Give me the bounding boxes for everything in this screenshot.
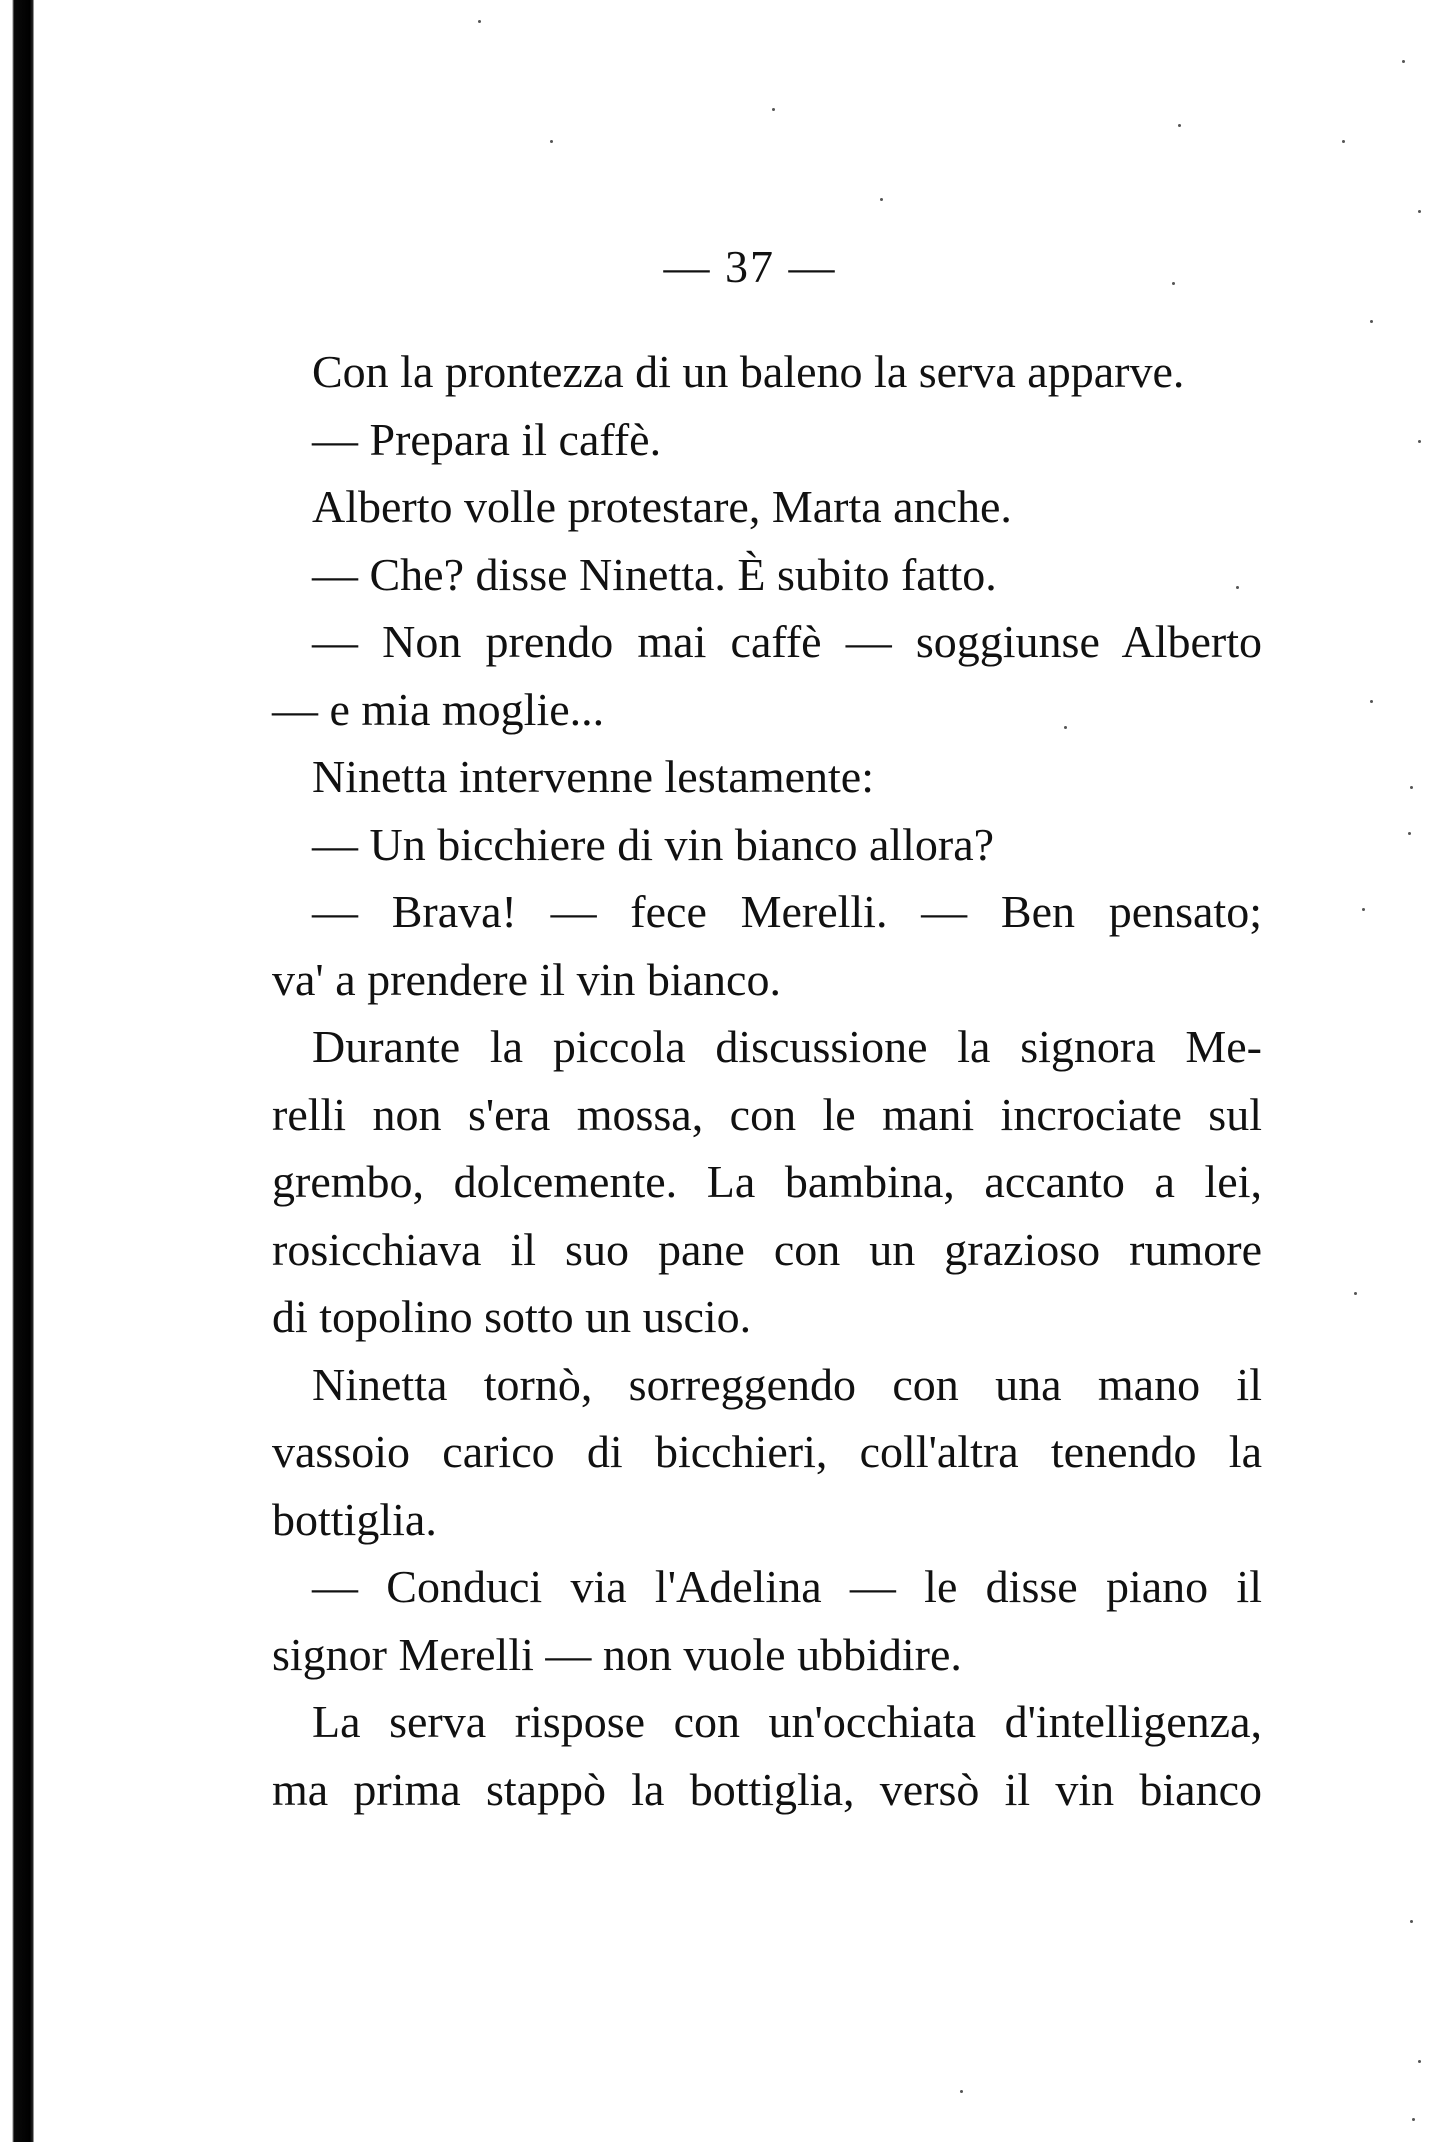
text-line: relli non s'era mossa, con le mani incrociate sul xyxy=(272,1088,1262,1140)
text-line: ma prima stappò la bottiglia, versò il vin bianco xyxy=(272,1763,1262,1815)
text-line: Alberto volle protestare, Marta anche. xyxy=(312,481,1012,532)
scan-speck xyxy=(550,140,553,143)
scan-speck xyxy=(1402,60,1405,63)
text-line: va' a prendere il vin bianco. xyxy=(272,953,781,1005)
scan-speck xyxy=(772,108,775,111)
scan-speck xyxy=(1064,726,1067,729)
scan-speck xyxy=(1370,320,1373,323)
scan-speck xyxy=(1178,124,1181,127)
scan-speck xyxy=(1370,700,1373,703)
text-line: signor Merelli — non vuole ubbidire. xyxy=(272,1628,962,1680)
scan-speck xyxy=(880,198,883,201)
scan-speck xyxy=(1354,1292,1357,1295)
text-line: Durante la piccola discussione la signora Me- xyxy=(312,1021,1262,1072)
text-line: bottiglia. xyxy=(272,1493,437,1545)
scan-speck xyxy=(1412,2118,1415,2121)
text-line: — Un bicchiere di vin bianco allora? xyxy=(312,818,995,870)
scan-speck xyxy=(1342,140,1345,143)
text-line: grembo, dolcemente. La bambina, accanto a lei, xyxy=(272,1156,1262,1207)
text-line: di topolino sotto un uscio. xyxy=(272,1291,752,1342)
text-line: vassoio carico di bicchieri, coll'altra tenendo la xyxy=(272,1426,1262,1477)
text-line: — Brava! — fece Merelli. — Ben pensato; xyxy=(312,886,1262,937)
scan-speck xyxy=(1236,586,1239,589)
text-line: Ninetta tornò, sorreggendo con una mano il xyxy=(312,1358,1262,1410)
text-line: rosicchiava il suo pane con un grazioso rumore xyxy=(272,1223,1262,1275)
text-line: Ninetta intervenne lestamente: xyxy=(312,751,874,802)
text-line: — Conduci via l'Adelina — le disse piano il xyxy=(312,1561,1262,1612)
body-text xyxy=(272,338,1262,1823)
scan-speck xyxy=(960,2090,963,2093)
scan-speck xyxy=(1408,832,1411,835)
text-line: — Prepara il caffè. xyxy=(312,413,662,465)
scan-speck xyxy=(1418,440,1421,443)
text-line: — Non prendo mai caffè — soggiunse Alberto xyxy=(312,616,1262,667)
scan-speck xyxy=(1410,786,1413,789)
scan-speck xyxy=(1418,210,1421,213)
text-line: Con la prontezza di un baleno la serva apparve. xyxy=(312,346,1185,397)
binding-edge xyxy=(0,0,34,2142)
scan-speck xyxy=(1410,1920,1413,1923)
scan-speck xyxy=(478,20,481,23)
scan-speck xyxy=(1172,282,1175,285)
page-number: — 37 — xyxy=(663,241,837,292)
scan-speck xyxy=(1418,2060,1421,2063)
text-line: — Che? disse Ninetta. È subito fatto. xyxy=(312,548,997,600)
text-line: — e mia moglie... xyxy=(272,683,605,735)
scan-speck xyxy=(1362,908,1365,911)
text-line: La serva rispose con un'occhiata d'intelligenza, xyxy=(312,1696,1262,1747)
